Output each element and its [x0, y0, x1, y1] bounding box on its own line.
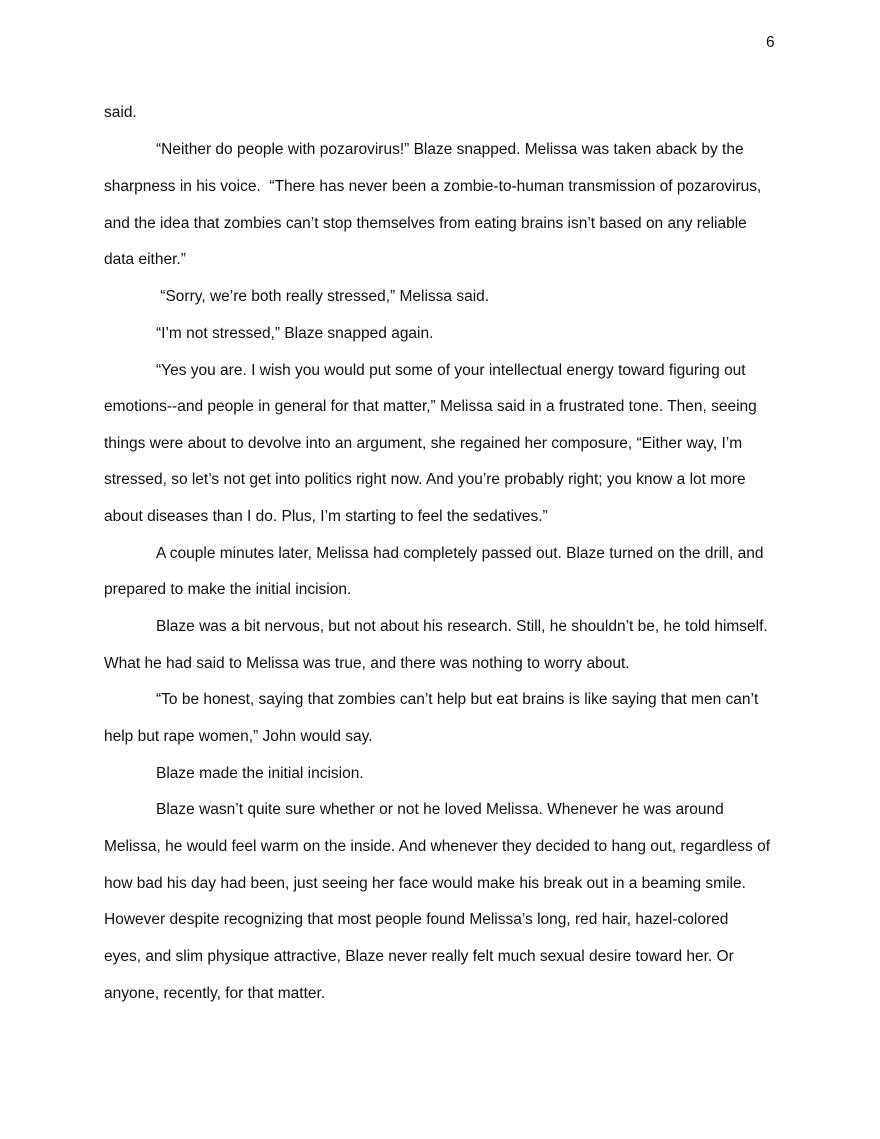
- text-line: Blaze wasn’t quite sure whether or not he loved Melissa. Whenever he was around: [156, 801, 724, 818]
- page-number: 6: [766, 34, 775, 51]
- text-line: Blaze made the initial incision.: [156, 765, 364, 782]
- text-line: “Neither do people with pozarovirus!” Blaze snapped. Melissa was taken aback by the: [156, 141, 744, 158]
- text-line: “I’m not stressed,” Blaze snapped again.: [156, 325, 434, 342]
- text-line: eyes, and slim physique attractive, Blaze never really felt much sexual desire toward her. Or: [104, 948, 734, 965]
- text-line: anyone, recently, for that matter.: [104, 985, 326, 1002]
- text-line: emotions--and people in general for that matter,” Melissa said in a frustrated tone. Then, seeing: [104, 398, 757, 415]
- text-line: how bad his day had been, just seeing her face would make his break out in a beaming smile.: [104, 875, 746, 892]
- text-line: stressed, so let’s not get into politics right now. And you’re probably right; you know a lot more: [104, 471, 746, 488]
- text-line: said.: [104, 104, 137, 121]
- text-line: prepared to make the initial incision.: [104, 581, 352, 598]
- text-line: “Sorry, we’re both really stressed,” Melissa said.: [156, 288, 490, 305]
- text-line: and the idea that zombies can’t stop themselves from eating brains isn’t based on any reliable: [104, 215, 747, 232]
- text-line: data either.”: [104, 251, 186, 268]
- text-line: Melissa, he would feel warm on the inside. And whenever they decided to hang out, regardless of: [104, 838, 771, 855]
- text-line: things were about to devolve into an argument, she regained her composure, “Either way, I’m: [104, 435, 743, 452]
- text-line: However despite recognizing that most people found Melissa’s long, red hair, hazel-colored: [104, 911, 729, 928]
- text-line: A couple minutes later, Melissa had completely passed out. Blaze turned on the drill, and: [156, 545, 764, 562]
- text-line: “Yes you are. I wish you would put some of your intellectual energy toward figuring out: [156, 362, 746, 379]
- text-line: sharpness in his voice. “There has never been a zombie-to-human transmission of pozarovirus,: [104, 178, 762, 195]
- text-line: What he had said to Melissa was true, and there was nothing to worry about.: [104, 655, 630, 672]
- text-line: help but rape women,” John would say.: [104, 728, 373, 745]
- text-line: about diseases than I do. Plus, I’m starting to feel the sedatives.”: [104, 508, 548, 525]
- text-line: Blaze was a bit nervous, but not about his research. Still, he shouldn’t be, he told himself.: [156, 618, 768, 635]
- text-line: “To be honest, saying that zombies can’t help but eat brains is like saying that men can’t: [156, 691, 759, 708]
